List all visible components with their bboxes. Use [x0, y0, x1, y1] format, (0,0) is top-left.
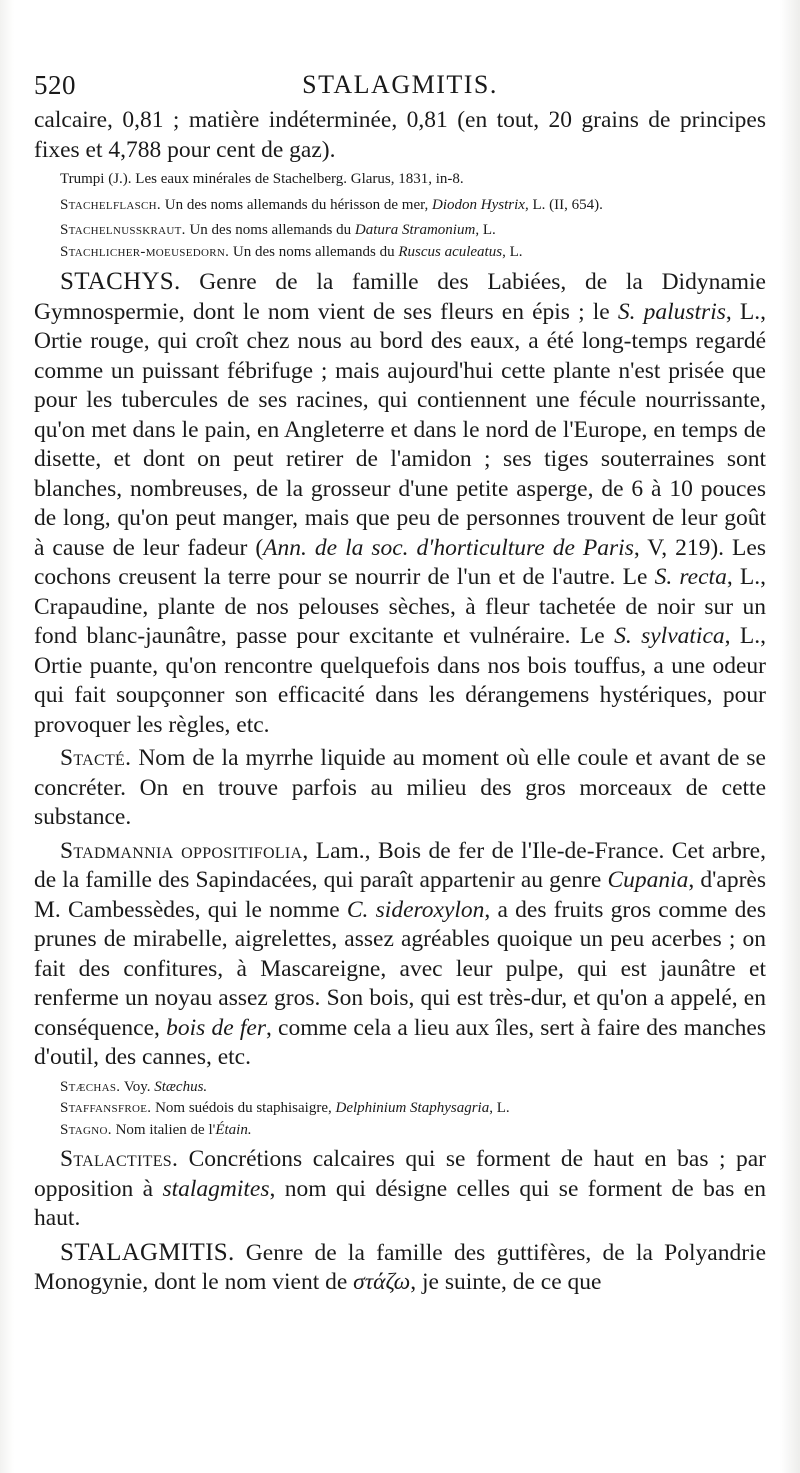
entry-stalagmitis: STALAGMITIS. Genre de la famille des guttifères, de la Polyandrie Monogynie, dont le nom vient de στάζω, je suinte, de ce que: [34, 1238, 766, 1295]
entry-term: STALAGMITIS.: [60, 1238, 235, 1266]
page-number: 520: [34, 70, 76, 100]
entry-term: Stagno.: [60, 1121, 112, 1138]
entry-term: Stadmannia oppositifolia: [60, 837, 303, 864]
entry-stalactites: Stalactites. Concrétions calcaires qui se forment de haut en bas ; par opposition à stalagmites, nom qui désigne celles qui se forment de bas en haut.: [34, 1146, 766, 1231]
entry-term: Stachelflasch.: [60, 196, 161, 213]
entry-stachys: STACHYS. Genre de la famille des Labiées, de la Didynamie Gymnospermie, dont le nom vient de ses fleurs en épis ; le S. palustris, L., Ortie rouge, qui croît chez nous au bord des eaux, a été long-temps regardé comme un puissant fébrifuge ; mais aujourd'hui cette plante n'est prisée que pour les tubercules de ses racines, qui contiennent une fécule nourrissante, qu'on met dans le pain, en Angleterre et dans le nord de l'Europe, en temps de disette, et dont on peut retirer de l'amidon ; ses tiges souterraines sont blanches, nombreuses, de la grosseur d'une petite asperge, de 6 à 10 pouces de long, qu'on peut manger, mais que peu de personnes trouvent de leur goût à cause de leur fadeur (Ann. de la soc. d'horticulture de Paris, V, 219). Les cochons creusent la terre pour se nourrir de l'un et de l'autre. Le S. recta, L., Crapaudine, plante de nos pelouses sèches, à fleur tachetée de noir sur un fond blanc-jaunâtre, passe pour excitante et vulnéraire. Le S. sylvatica, L., Ortie puante, qu'on rencontre quelquefois dans nos bois touffus, a une odeur qui fait soupçonner son efficacité dans les dérangemens hystériques, pour provoquer les règles, etc.: [34, 268, 767, 738]
entry-stachelnusskraut: Stachelnusskraut. Un des noms allemands du Datura Stramonium, L.: [60, 222, 496, 238]
entry-term: Stæchas.: [60, 1078, 121, 1095]
entry-stadmannia: Stadmannia oppositifolia, Lam., Bois de fer de l'Ile-de-France. Cet arbre, de la famille des Sapindacées, qui paraît appartenir au genre Cupania, d'après M. Cambessèdes, qui le nomme C. sideroxylon, a des fruits gros comme des prunes de mirabelle, aigrelettes, assez agréables quoique un peu acerbes ; on fait des confitures, à Mascareigne, avec leur pulpe, qui est jaunâtre et renferme un noyau assez gros. Son bois, qui est très-dur, et qu'on a appelé, en conséquence, bois de fer, comme cela a lieu aux îles, sert à faire des manches d'outil, des cannes, etc.: [34, 837, 766, 1070]
entry-term: Stachlicher-moeusedorn.: [60, 243, 230, 260]
entry-staffansfroe: Staffansfroe. Nom suédois du staphisaigre, Delphinium Staphysagria, L.: [60, 1100, 510, 1116]
page-header: [34, 62, 766, 102]
continued-paragraph: calcaire, 0,81 ; matière indéterminée, 0,81 (en tout, 20 grains de principes fixes et 4,788 pour cent de gaz).: [34, 107, 766, 163]
entry-staechas: Stæchas. Voy. Stæchus.: [60, 1078, 208, 1095]
entry-stacte: Stacté. Nom de la myrrhe liquide au moment où elle coule et avant de se concréter. On en trouve parfois au milieu des gros morceaux de cette substance.: [34, 745, 766, 830]
entry-stachelflasch: Stachelflasch. Un des noms allemands du hérisson de mer, Diodon Hystrix, L. (II, 654).: [60, 196, 603, 213]
entry-term: Stalactites.: [60, 1146, 179, 1172]
entry-stagno: Stagno. Nom italien de l'Étain.: [60, 1121, 252, 1138]
entry-stachlicher-moeusedorn: Stachlicher-moeusedorn. Un des noms allemands du Ruscus aculeatus, L.: [60, 243, 523, 260]
entry-term: Stachelnusskraut.: [60, 222, 186, 238]
reference-trumpi: Trumpi (J.). Les eaux minérales de Stachelberg. Glarus, 1831, in-8.: [60, 171, 464, 187]
running-title: STALAGMITIS.: [302, 70, 498, 99]
entry-term: Staffansfroe.: [60, 1100, 152, 1116]
entry-term: STACHYS.: [60, 268, 181, 295]
entry-term: Stacté.: [60, 745, 132, 771]
